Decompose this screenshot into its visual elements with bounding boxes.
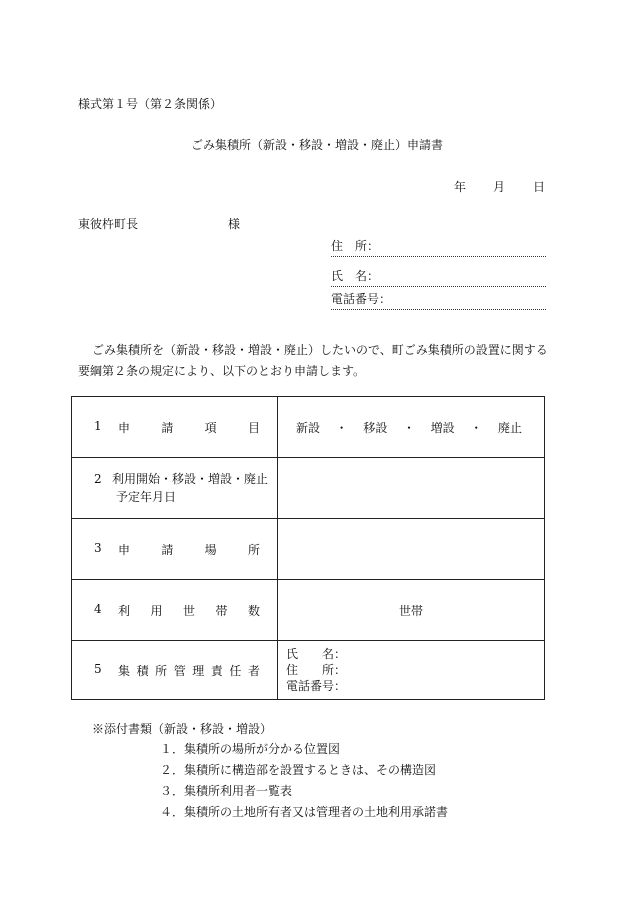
attachment-item: ２．集積所に構造部を設置するときは、その構造図	[160, 763, 437, 777]
row2-value-cell[interactable]	[278, 458, 545, 519]
applicant-phone-field[interactable]	[331, 293, 546, 310]
application-table	[71, 396, 545, 700]
row2-label-line2: 予定年月日	[116, 490, 177, 504]
applicant-address-label: 住 所：	[331, 239, 380, 253]
applicant-address-field[interactable]	[331, 240, 546, 257]
label-char: 集	[118, 663, 131, 678]
option-move[interactable]: 移設	[363, 420, 388, 435]
option-separator: ・	[402, 420, 415, 435]
row4-label-cell	[72, 580, 278, 641]
option-new[interactable]: 新設	[296, 420, 321, 435]
attachment-item: １．集積所の場所が分かる位置図	[160, 742, 341, 756]
row5-label-cell	[72, 641, 278, 700]
application-statement: ごみ集積所を（新設・移設・増設・廃止）したいので、町ごみ集積所の設置に関する要綱第２条の規定により、以下のとおり申請します。	[78, 343, 548, 378]
addressee-honorific: 様	[228, 217, 241, 231]
row3-value-cell[interactable]	[278, 519, 545, 580]
label-char: 利	[118, 603, 131, 618]
date-year-label: 年	[454, 180, 467, 194]
label-char: 数	[247, 603, 260, 618]
date-day-label: 日	[533, 180, 546, 194]
label-char: 申	[118, 542, 131, 557]
form-number: 様式第１号（第２条関係）	[78, 97, 223, 111]
label-char: 責	[210, 663, 223, 678]
label-char: 所	[155, 663, 168, 678]
label-char: 場	[204, 542, 217, 557]
manager-address-label: 住 所：	[286, 663, 347, 677]
date-month-label: 月	[493, 180, 506, 194]
label-char: 目	[247, 420, 260, 435]
table-row	[72, 458, 545, 519]
row-number: 2	[94, 472, 102, 486]
row5-value-cell[interactable]	[278, 641, 545, 700]
row3-label-cell	[72, 519, 278, 580]
addressee-name: 東彼杵町長	[78, 217, 139, 231]
attachments-title: ※添付書類（新設・移設・増設）	[92, 722, 273, 736]
table-row	[72, 641, 545, 700]
label-char: 管	[173, 663, 186, 678]
applicant-name-field[interactable]	[331, 270, 546, 287]
row-number: 5	[94, 661, 102, 676]
row2-label-cell	[72, 458, 278, 519]
label-char: 所	[247, 542, 260, 557]
label-char: 請	[161, 542, 174, 557]
table-row	[72, 580, 545, 641]
attachment-item: ３．集積所利用者一覧表	[160, 784, 293, 798]
row-number: 1	[94, 418, 102, 433]
applicant-name-label: 氏 名：	[331, 269, 380, 283]
option-expand[interactable]: 増設	[430, 420, 455, 435]
row4-value-cell[interactable]	[278, 580, 545, 641]
household-unit: 世帯	[398, 603, 423, 618]
applicant-phone-label: 電話番号：	[331, 292, 392, 306]
label-char: 積	[136, 663, 149, 678]
label-char: 任	[229, 663, 242, 678]
label-char: 理	[192, 663, 205, 678]
row-number: 3	[94, 540, 102, 555]
manager-phone-label: 電話番号：	[286, 679, 347, 693]
label-char: 申	[118, 420, 131, 435]
table-row	[72, 519, 545, 580]
row1-options-cell[interactable]	[278, 397, 545, 458]
option-separator: ・	[335, 420, 348, 435]
table-row	[72, 397, 545, 458]
row1-label-cell	[72, 397, 278, 458]
label-char: 請	[161, 420, 174, 435]
label-char: 世	[182, 603, 195, 618]
option-abolish[interactable]: 廃止	[497, 420, 522, 435]
label-char: 者	[247, 663, 260, 678]
label-char: 項	[204, 420, 217, 435]
label-char: 帯	[215, 603, 228, 618]
row2-label-line1: 利用開始・移設・増設・廃止	[112, 472, 269, 486]
label-char: 用	[150, 603, 163, 618]
manager-name-label: 氏 名：	[286, 647, 347, 661]
attachment-item: ４．集積所の土地所有者又は管理者の土地利用承諾書	[160, 805, 449, 819]
document-title: ごみ集積所（新設・移設・増設・廃止）申請書	[190, 138, 443, 152]
option-separator: ・	[470, 420, 483, 435]
row-number: 4	[94, 601, 102, 616]
